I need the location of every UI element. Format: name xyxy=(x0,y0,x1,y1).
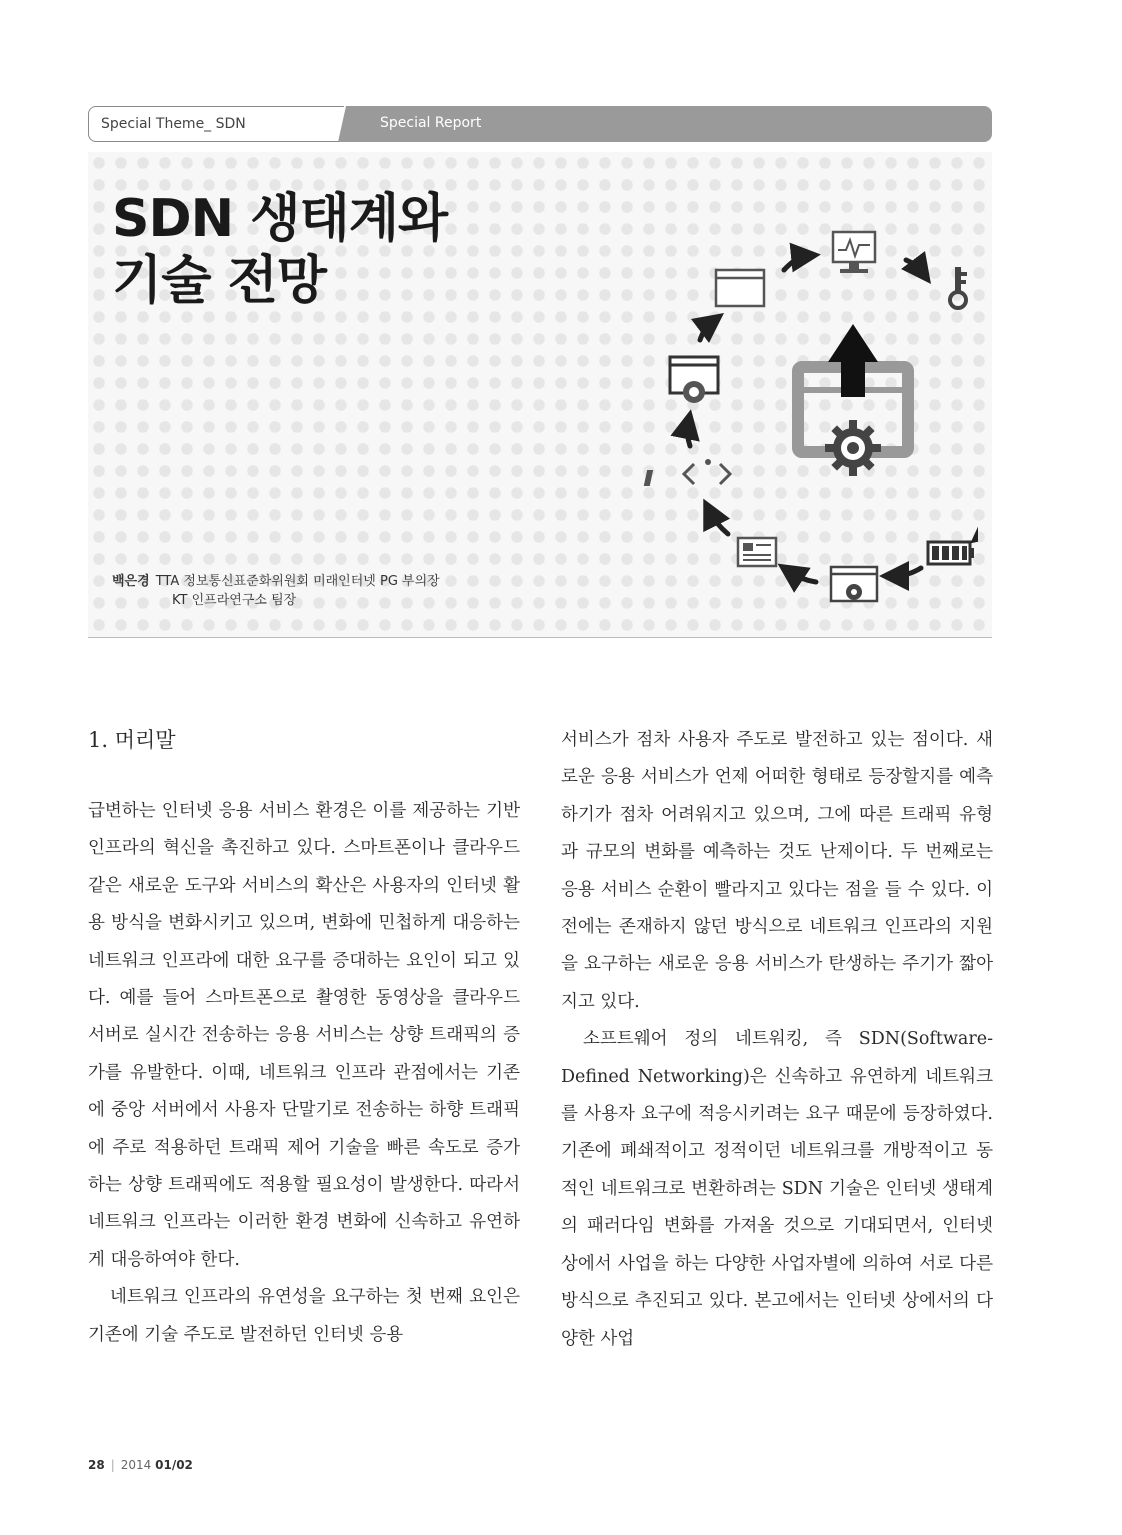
section-tab-label: Special Theme_ SDN xyxy=(101,116,246,132)
gear-icon xyxy=(825,420,881,476)
section-tab-bar xyxy=(88,106,992,144)
paragraph: 서비스가 점차 사용자 주도로 발전하고 있는 점이다. 새로운 응용 서비스가 언제 어떠한 형태로 등장할지를 예측하기가 점차 어려워지고 있으며, 그에 따른 트래픽 유형과 규모의 변화를 예측하는 것도 난제이다. 두 번째로는 응용 서비스 순환이 빨라지고 있다는 점을 들 수 있다. 이전에는 존재하지 않던 방식으로 네트워크 인프라의 지원을 요구하는 새로운 응용 서비스가 탄생하는 주기가 짧아지고 있다. xyxy=(561,730,993,1012)
up-arrow-icon xyxy=(828,324,878,397)
document-icon xyxy=(738,538,776,566)
monitor-icon xyxy=(833,232,875,273)
report-tab-label: Special Report xyxy=(380,115,482,131)
battery-icon xyxy=(928,542,974,564)
author-info xyxy=(112,572,440,610)
page-footer xyxy=(88,1458,193,1472)
hero-banner xyxy=(88,152,992,638)
page-number: 28 xyxy=(88,1458,105,1472)
author-name: 백은경 xyxy=(112,574,150,589)
body-column-right xyxy=(561,722,993,1358)
paragraph: 소프트웨어 정의 네트워킹, 즉 SDN(Software-Defined Networking)은 신속하고 유연하게 네트워크를 사용자 요구에 적응시키려는 요구 때문에 등장하였다. 기존에 폐쇄적이고 정적이던 네트워크를 개방적이고 동적인 네트워크로 변환하려는 SDN 기술은 인터넷 생태계의 패러다임 변화를 가져올 것으로 기대되면서, 인터넷 상에서 사업을 하는 다양한 사업자별에 의하여 서로 다른 방식으로 추진되고 있다. 본고에서는 인터넷 상에서의 다양한 사업 xyxy=(561,1029,993,1349)
settings-window-icon xyxy=(831,567,877,601)
section-tab xyxy=(88,106,338,142)
web-window-icon xyxy=(670,357,718,403)
footer-separator: | xyxy=(110,1458,115,1472)
body-column-left xyxy=(88,722,520,1354)
section-heading: 1. 머리말 xyxy=(88,728,176,752)
author-affiliation-1: TTA 정보통신표준화위원회 미래인터넷 PG 부의장 xyxy=(155,574,440,589)
paragraph: 네트워크 인프라의 유연성을 요구하는 첫 번째 요인은 기존에 기술 주도로 발전하던 인터넷 응용 xyxy=(88,1287,520,1345)
title-line-2: 기술 전망 xyxy=(112,251,327,311)
author-affiliation-2: KT 인프라연구소 팀장 xyxy=(172,593,297,608)
sdn-cycle-illustration xyxy=(578,212,978,612)
issue-number: 01/02 xyxy=(155,1458,193,1472)
title-line-1: SDN 생태계와 xyxy=(112,189,448,249)
article-title xyxy=(112,188,447,312)
issue-year: 2014 xyxy=(120,1458,152,1472)
report-tab xyxy=(356,106,992,142)
paragraph: 급변하는 인터넷 응용 서비스 환경은 이를 제공하는 기반 인프라의 혁신을 촉진하고 있다. 스마트폰이나 클라우드 같은 새로운 도구와 서비스의 확산은 사용자의 인터넷 활용 방식을 변화시키고 있으며, 변화에 민첩하게 대응하는 네트워크 인프라에 대한 요구를 증대하는 요인이 되고 있다. 예를 들어 스마트폰으로 촬영한 동영상을 클라우드 서버로 실시간 전송하는 응용 서비스는 상향 트래픽의 증가를 유발한다. 이때, 네트워크 인프라 관점에서는 기존에 중앙 서버에서 사용자 단말기로 전송하는 하향 트래픽에 주로 적용하던 트래픽 제어 기술을 빠른 속도로 증가하는 상향 트래픽에도 적용할 필요성이 발생한다. 따라서 네트워크 인프라는 이러한 환경 변화에 신속하고 유연하게 대응하여야 한다. xyxy=(88,801,520,1270)
key-icon xyxy=(950,267,967,308)
browser-window-icon xyxy=(716,270,764,306)
info-code-icon xyxy=(644,459,730,486)
